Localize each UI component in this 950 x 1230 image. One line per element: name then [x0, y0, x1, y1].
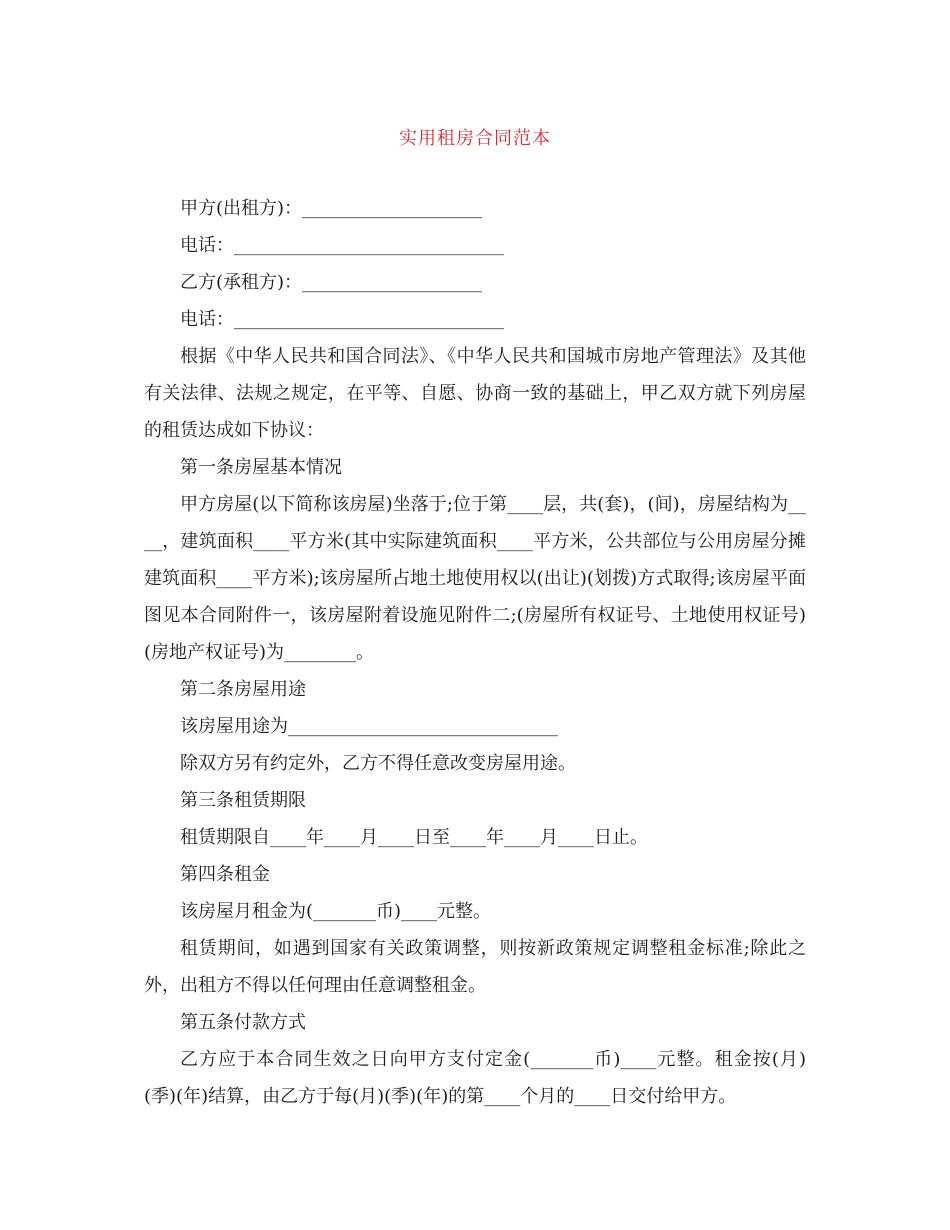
article-3-paragraph: 租赁期限自____年____月____日至____年____月____日止。	[180, 827, 648, 848]
party-b-phone-line: 电话：______________________________	[180, 309, 504, 330]
preamble-paragraph: 根据《中华人民共和国合同法》、《中华人民共和国城市房地产管理法》及其他有关法律、法规之规定，在平等、自愿、协商一致的基础上，甲乙双方就下列房屋的租赁达成如下协议：	[144, 346, 806, 441]
party-b-line: 乙方(承租方)：____________________	[180, 272, 483, 293]
article-2-heading: 第二条房屋用途	[180, 679, 306, 700]
article-2-paragraph-restriction: 除双方另有约定外，乙方不得任意改变房屋用途。	[180, 753, 576, 774]
article-4-paragraph-rent: 该房屋月租金为(_______币)____元整。	[180, 901, 492, 922]
article-5-heading: 第五条付款方式	[180, 1012, 306, 1033]
article-1-paragraph: 甲方房屋(以下简称该房屋)坐落于;位于第____层，共(套)，(间)，房屋结构为____，建筑面积____平方米(其中实际建筑面积____平方米，公共部位与公用房屋分摊建筑面积____平方米);该房屋所占地土地使用权以(出让)(划拨)方式取得;该房屋平面图见本合同附件一，该房屋附着设施见附件二;(房屋所有权证号、土地使用权证号)(房地产权证号)为________。	[144, 494, 806, 663]
article-1-heading: 第一条房屋基本情况	[180, 457, 342, 478]
article-2-paragraph-use: 该房屋用途为______________________________	[180, 716, 558, 737]
party-a-line: 甲方(出租方)：____________________	[180, 198, 483, 219]
document-title: 实用租房合同范本	[399, 128, 551, 149]
article-4-paragraph-adjustment: 租赁期间，如遇到国家有关政策调整，则按新政策规定调整租金标准;除此之外，出租方不得以任何理由任意调整租金。	[144, 938, 806, 996]
document-body	[144, 190, 806, 1115]
article-4-heading: 第四条租金	[180, 864, 270, 885]
article-3-heading: 第三条租赁期限	[180, 790, 306, 811]
party-a-phone-line: 电话：______________________________	[180, 235, 504, 256]
article-5-paragraph: 乙方应于本合同生效之日向甲方支付定金(_______币)____元整。租金按(月)(季)(年)结算，由乙方于每(月)(季)(年)的第____个月的____日交付给甲方。	[144, 1049, 806, 1107]
